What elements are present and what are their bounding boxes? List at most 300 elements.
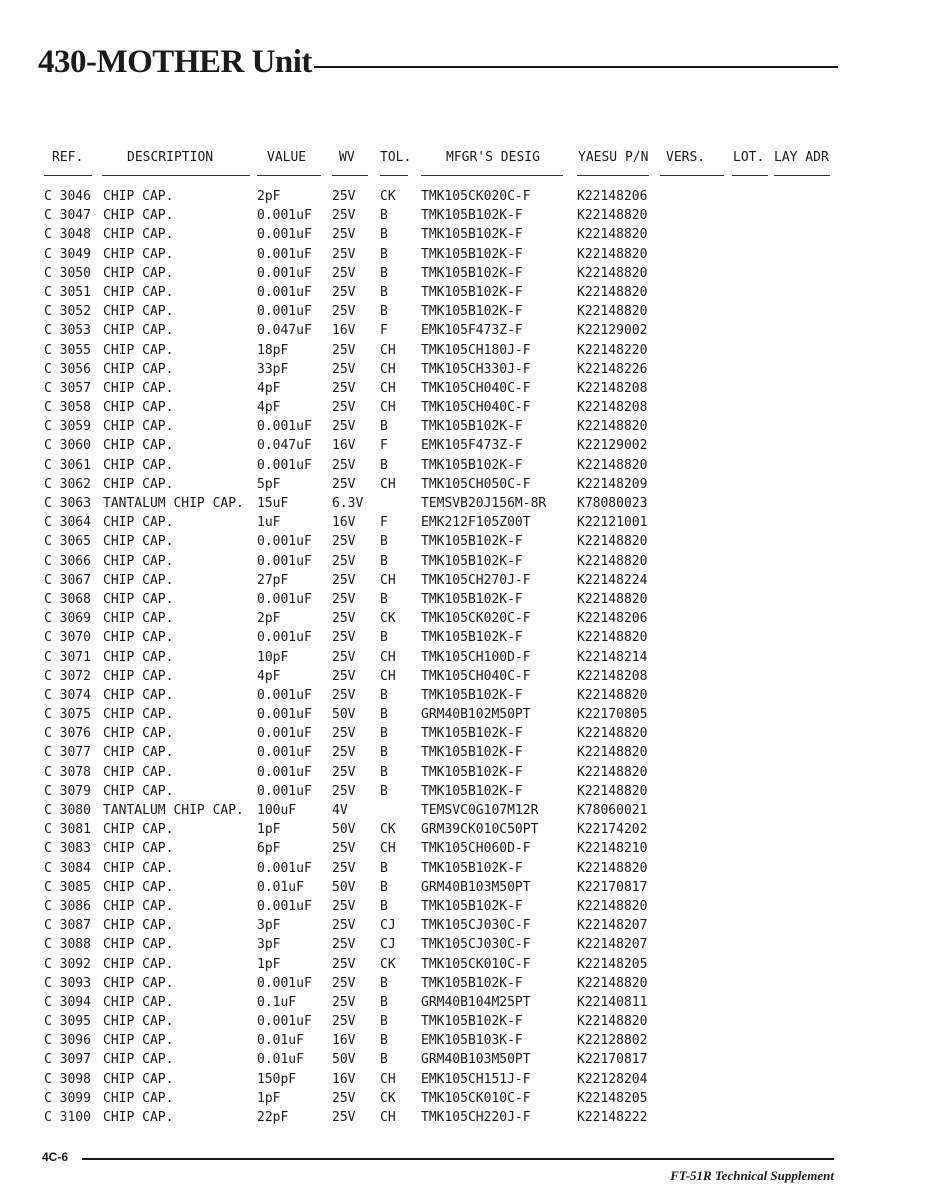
cell-value: 0.001uF (257, 284, 312, 300)
cell-ref: C 3088 (44, 937, 91, 953)
cell-description: CHIP CAP. (103, 553, 174, 569)
cell-ref: C 3058 (44, 400, 91, 416)
cell-mfgr-desig: TMK105CJ030C-F (421, 918, 531, 934)
cell-value: 15uF (257, 496, 289, 511)
cell-yaesu-pn: K22148820 (577, 246, 648, 262)
cell-mfgr-desig: TMK105B102K-F (421, 860, 523, 876)
table-row (0, 705, 926, 724)
cell-yaesu-pn: K22129002 (577, 438, 648, 454)
cell-ref: C 3078 (44, 764, 91, 780)
cell-description: CHIP CAP. (103, 1033, 174, 1049)
cell-value: 0.01uF (257, 879, 304, 895)
cell-ref: C 3093 (44, 975, 91, 991)
cell-wv: 25V (332, 860, 356, 876)
cell-wv: 25V (332, 898, 356, 914)
cell-yaesu-pn: K22148820 (577, 208, 648, 224)
cell-ref: C 3084 (44, 860, 91, 876)
footer-page-number: 4C-6 (42, 1150, 69, 1164)
table-row (0, 859, 926, 878)
table-row (0, 782, 926, 801)
table-row (0, 532, 926, 551)
table-row (0, 187, 926, 206)
parts-table (0, 187, 926, 1127)
cell-value: 10pF (257, 649, 289, 665)
cell-value: 1pF (257, 1090, 281, 1106)
cell-tol: CK (380, 189, 396, 204)
cell-mfgr-desig: TMK105B102K-F (421, 687, 523, 703)
cell-description: CHIP CAP. (103, 304, 174, 320)
header-wv: WV (339, 150, 355, 165)
cell-tol: CH (380, 400, 396, 416)
cell-value: 27pF (257, 572, 289, 588)
footer-document-title: FT-51R Technical Supplement (670, 1168, 834, 1183)
cell-value: 4pF (257, 400, 281, 416)
cell-ref: C 3057 (44, 380, 91, 396)
cell-description: CHIP CAP. (103, 361, 174, 377)
cell-yaesu-pn: K22148820 (577, 419, 648, 435)
cell-mfgr-desig: TMK105CH040C-F (421, 380, 531, 396)
cell-description: CHIP CAP. (103, 1071, 174, 1087)
table-row (0, 1031, 926, 1050)
cell-ref: C 3052 (44, 304, 91, 320)
cell-ref: C 3074 (44, 687, 91, 703)
cell-yaesu-pn: K22148205 (577, 956, 648, 972)
cell-value: 4pF (257, 380, 281, 396)
cell-ref: C 3097 (44, 1052, 91, 1068)
cell-wv: 25V (332, 687, 356, 703)
cell-value: 1uF (257, 515, 281, 531)
cell-mfgr-desig: TMK105B102K-F (421, 534, 523, 550)
cell-wv: 16V (332, 515, 356, 531)
cell-yaesu-pn: K22148820 (577, 898, 648, 914)
cell-mfgr-desig: TMK105CJ030C-F (421, 937, 531, 953)
cell-description: CHIP CAP. (103, 956, 174, 972)
cell-mfgr-desig: TMK105B102K-F (421, 726, 523, 742)
cell-description: CHIP CAP. (103, 745, 174, 761)
header-vers: VERS. (666, 150, 706, 165)
cell-yaesu-pn: K22148820 (577, 975, 648, 991)
cell-tol: CH (380, 342, 396, 358)
cell-mfgr-desig: TMK105CH180J-F (421, 342, 531, 358)
cell-mfgr-desig: TMK105CK010C-F (421, 956, 531, 972)
cell-value: 0.001uF (257, 860, 312, 876)
cell-description: CHIP CAP. (103, 265, 174, 281)
cell-description: CHIP CAP. (103, 783, 174, 799)
cell-ref: C 3096 (44, 1033, 91, 1049)
cell-yaesu-pn: K22148820 (577, 457, 648, 473)
cell-value: 0.001uF (257, 707, 312, 723)
table-row (0, 743, 926, 762)
cell-tol: CH (380, 380, 396, 396)
cell-value: 0.001uF (257, 745, 312, 761)
cell-mfgr-desig: TMK105B102K-F (421, 246, 523, 262)
header-ref: REF. (52, 150, 84, 165)
table-row (0, 590, 926, 609)
table-row (0, 456, 926, 475)
cell-yaesu-pn: K22148820 (577, 227, 648, 243)
cell-wv: 25V (332, 611, 356, 627)
cell-value: 0.001uF (257, 534, 312, 550)
cell-description: CHIP CAP. (103, 611, 174, 627)
table-row (0, 648, 926, 667)
cell-mfgr-desig: TMK105B102K-F (421, 208, 523, 224)
cell-wv: 25V (332, 726, 356, 742)
cell-description: CHIP CAP. (103, 1014, 174, 1030)
cell-description: CHIP CAP. (103, 879, 174, 895)
cell-mfgr-desig: GRM40B102M50PT (421, 707, 531, 723)
cell-ref: C 3063 (44, 496, 91, 511)
cell-mfgr-desig: TEMSVC0G107M12R (421, 803, 539, 818)
cell-yaesu-pn: K22148820 (577, 553, 648, 569)
header-yaesu: YAESU P/N (578, 150, 649, 165)
header-mfgr: MFGR'S DESIG (446, 150, 540, 165)
cell-yaesu-pn: K22148209 (577, 476, 648, 492)
cell-value: 1pF (257, 956, 281, 972)
cell-description: CHIP CAP. (103, 419, 174, 435)
cell-tol: B (380, 860, 388, 876)
cell-wv: 25V (332, 783, 356, 799)
table-row (0, 974, 926, 993)
cell-ref: C 3047 (44, 208, 91, 224)
cell-ref: C 3098 (44, 1071, 91, 1087)
cell-yaesu-pn: K22148224 (577, 572, 648, 588)
cell-tol: B (380, 687, 388, 703)
cell-description: CHIP CAP. (103, 687, 174, 703)
cell-ref: C 3087 (44, 918, 91, 934)
cell-ref: C 3070 (44, 630, 91, 646)
cell-description: CHIP CAP. (103, 457, 174, 473)
cell-yaesu-pn: K22148820 (577, 591, 648, 607)
cell-tol: B (380, 553, 388, 569)
table-row (0, 321, 926, 340)
cell-mfgr-desig: TMK105CH040C-F (421, 668, 531, 684)
cell-tol: F (380, 438, 388, 454)
cell-tol: B (380, 726, 388, 742)
cell-value: 100uF (257, 803, 297, 818)
cell-description: CHIP CAP. (103, 284, 174, 300)
cell-wv: 25V (332, 956, 356, 972)
header-description: DESCRIPTION (127, 150, 214, 165)
cell-wv: 25V (332, 227, 356, 243)
cell-wv: 25V (332, 764, 356, 780)
cell-yaesu-pn: K22148820 (577, 284, 648, 300)
cell-value: 2pF (257, 189, 281, 204)
cell-description: CHIP CAP. (103, 898, 174, 914)
cell-ref: C 3100 (44, 1110, 91, 1125)
cell-tol: CJ (380, 918, 396, 934)
table-row (0, 763, 926, 782)
table-row (0, 897, 926, 916)
cell-mfgr-desig: TMK105B102K-F (421, 457, 523, 473)
cell-description: CHIP CAP. (103, 975, 174, 991)
cell-wv: 25V (332, 918, 356, 934)
cell-yaesu-pn: K22129002 (577, 323, 648, 339)
table-row (0, 475, 926, 494)
cell-wv: 25V (332, 841, 356, 857)
table-row (0, 801, 926, 820)
cell-mfgr-desig: GRM40B103M50PT (421, 1052, 531, 1068)
cell-description: CHIP CAP. (103, 707, 174, 723)
table-row (0, 1108, 926, 1127)
table-row (0, 302, 926, 321)
table-row (0, 935, 926, 954)
cell-ref: C 3075 (44, 707, 91, 723)
cell-value: 0.047uF (257, 438, 312, 454)
cell-tol: CH (380, 668, 396, 684)
cell-wv: 25V (332, 745, 356, 761)
cell-yaesu-pn: K22148226 (577, 361, 648, 377)
cell-yaesu-pn: K22148820 (577, 726, 648, 742)
cell-wv: 16V (332, 438, 356, 454)
cell-yaesu-pn: K22148208 (577, 400, 648, 416)
cell-tol: CH (380, 841, 396, 857)
cell-ref: C 3051 (44, 284, 91, 300)
cell-value: 0.001uF (257, 419, 312, 435)
table-row (0, 341, 926, 360)
cell-tol: B (380, 265, 388, 281)
cell-mfgr-desig: TMK105B102K-F (421, 898, 523, 914)
cell-ref: C 3092 (44, 956, 91, 972)
cell-mfgr-desig: TMK105B102K-F (421, 284, 523, 300)
cell-ref: C 3050 (44, 265, 91, 281)
cell-yaesu-pn: K22148210 (577, 841, 648, 857)
cell-mfgr-desig: TMK105B102K-F (421, 764, 523, 780)
cell-tol: CH (380, 1071, 396, 1087)
table-row (0, 417, 926, 436)
table-row (0, 398, 926, 417)
cell-tol: CH (380, 572, 396, 588)
title-rule (314, 66, 838, 68)
table-row (0, 724, 926, 743)
cell-yaesu-pn: K22148207 (577, 918, 648, 934)
cell-ref: C 3060 (44, 438, 91, 454)
cell-wv: 25V (332, 284, 356, 300)
cell-tol: CJ (380, 937, 396, 953)
cell-ref: C 3065 (44, 534, 91, 550)
cell-wv: 50V (332, 707, 356, 723)
cell-description: CHIP CAP. (103, 1052, 174, 1068)
cell-tol: B (380, 630, 388, 646)
table-row (0, 820, 926, 839)
cell-wv: 16V (332, 1033, 356, 1049)
cell-tol: B (380, 1014, 388, 1030)
table-row (0, 1070, 926, 1089)
cell-wv: 25V (332, 630, 356, 646)
table-row (0, 552, 926, 571)
cell-description: CHIP CAP. (103, 438, 174, 454)
cell-value: 0.001uF (257, 975, 312, 991)
table-row (0, 993, 926, 1012)
cell-tol: B (380, 975, 388, 991)
cell-mfgr-desig: TMK105CH050C-F (421, 476, 531, 492)
cell-description: CHIP CAP. (103, 227, 174, 243)
cell-value: 0.001uF (257, 764, 312, 780)
cell-value: 0.001uF (257, 898, 312, 914)
title-row (38, 44, 838, 94)
cell-value: 0.001uF (257, 208, 312, 224)
cell-tol: CK (380, 956, 396, 972)
table-row (0, 264, 926, 283)
cell-ref: C 3048 (44, 227, 91, 243)
cell-wv: 25V (332, 246, 356, 262)
cell-yaesu-pn: K22170817 (577, 1052, 648, 1068)
table-row (0, 494, 926, 513)
cell-description: CHIP CAP. (103, 726, 174, 742)
cell-ref: C 3049 (44, 246, 91, 262)
cell-ref: C 3069 (44, 611, 91, 627)
cell-yaesu-pn: K22128802 (577, 1033, 648, 1049)
cell-description: CHIP CAP. (103, 649, 174, 665)
cell-wv: 25V (332, 1014, 356, 1030)
cell-mfgr-desig: GRM40B103M50PT (421, 879, 531, 895)
cell-ref: C 3085 (44, 879, 91, 895)
cell-wv: 50V (332, 1052, 356, 1068)
cell-tol: B (380, 246, 388, 262)
cell-tol: F (380, 323, 388, 339)
cell-ref: C 3062 (44, 476, 91, 492)
header-lay-adr: LAY ADR (774, 150, 829, 165)
cell-description: CHIP CAP. (103, 918, 174, 934)
cell-wv: 16V (332, 323, 356, 339)
cell-yaesu-pn: K22148820 (577, 1014, 648, 1030)
cell-yaesu-pn: K22148208 (577, 668, 648, 684)
cell-tol: B (380, 284, 388, 300)
cell-mfgr-desig: TMK105CH220J-F (421, 1110, 531, 1125)
cell-value: 0.1uF (257, 994, 297, 1010)
cell-mfgr-desig: TMK105CK020C-F (421, 611, 531, 627)
cell-ref: C 3046 (44, 189, 91, 204)
table-row (0, 379, 926, 398)
cell-yaesu-pn: K22148820 (577, 304, 648, 320)
cell-wv: 25V (332, 380, 356, 396)
cell-mfgr-desig: TMK105CH060D-F (421, 841, 531, 857)
cell-mfgr-desig: TMK105B102K-F (421, 1014, 523, 1030)
cell-tol: F (380, 515, 388, 531)
cell-description: CHIP CAP. (103, 476, 174, 492)
cell-wv: 16V (332, 1071, 356, 1087)
cell-description: CHIP CAP. (103, 591, 174, 607)
cell-value: 0.001uF (257, 591, 312, 607)
table-row (0, 628, 926, 647)
cell-tol: B (380, 534, 388, 550)
cell-tol: CK (380, 1090, 396, 1106)
cell-wv: 25V (332, 553, 356, 569)
cell-tol: B (380, 707, 388, 723)
cell-wv: 25V (332, 476, 356, 492)
cell-description: CHIP CAP. (103, 572, 174, 588)
cell-description: CHIP CAP. (103, 841, 174, 857)
cell-tol: B (380, 227, 388, 243)
table-row (0, 686, 926, 705)
header-lot: LOT. (733, 150, 765, 165)
cell-yaesu-pn: K22148820 (577, 630, 648, 646)
cell-value: 0.01uF (257, 1052, 304, 1068)
cell-value: 0.001uF (257, 630, 312, 646)
cell-yaesu-pn: K22148206 (577, 611, 648, 627)
cell-value: 4pF (257, 668, 281, 684)
cell-ref: C 3071 (44, 649, 91, 665)
table-row (0, 436, 926, 455)
cell-wv: 25V (332, 1090, 356, 1106)
cell-yaesu-pn: K22148820 (577, 265, 648, 281)
cell-wv: 4V (332, 803, 348, 818)
cell-tol: B (380, 208, 388, 224)
cell-wv: 50V (332, 822, 356, 838)
cell-description: CHIP CAP. (103, 323, 174, 339)
cell-yaesu-pn: K22148820 (577, 534, 648, 550)
cell-mfgr-desig: TMK105B102K-F (421, 783, 523, 799)
cell-description: CHIP CAP. (103, 515, 174, 531)
cell-yaesu-pn: K22148820 (577, 783, 648, 799)
cell-value: 0.001uF (257, 265, 312, 281)
cell-value: 0.001uF (257, 687, 312, 703)
cell-mfgr-desig: TMK105B102K-F (421, 419, 523, 435)
cell-wv: 25V (332, 534, 356, 550)
cell-description: CHIP CAP. (103, 764, 174, 780)
cell-ref: C 3095 (44, 1014, 91, 1030)
cell-value: 22pF (257, 1110, 289, 1125)
cell-mfgr-desig: TMK105B102K-F (421, 591, 523, 607)
cell-description: CHIP CAP. (103, 994, 174, 1010)
cell-yaesu-pn: K22148820 (577, 764, 648, 780)
cell-ref: C 3083 (44, 841, 91, 857)
table-row (0, 1050, 926, 1069)
cell-ref: C 3099 (44, 1090, 91, 1106)
cell-yaesu-pn: K22148820 (577, 860, 648, 876)
cell-value: 0.001uF (257, 304, 312, 320)
cell-yaesu-pn: K22140811 (577, 994, 648, 1010)
cell-value: 0.001uF (257, 726, 312, 742)
cell-mfgr-desig: TMK105B102K-F (421, 227, 523, 243)
table-row (0, 360, 926, 379)
cell-ref: C 3055 (44, 342, 91, 358)
cell-yaesu-pn: K22148207 (577, 937, 648, 953)
cell-tol: B (380, 898, 388, 914)
header-value: VALUE (267, 150, 307, 165)
cell-description: CHIP CAP. (103, 1090, 174, 1106)
table-row (0, 609, 926, 628)
cell-yaesu-pn: K22148214 (577, 649, 648, 665)
cell-yaesu-pn: K22148208 (577, 380, 648, 396)
cell-yaesu-pn: K22148206 (577, 189, 648, 204)
cell-tol: B (380, 764, 388, 780)
cell-yaesu-pn: K22148222 (577, 1110, 648, 1125)
cell-mfgr-desig: TMK105CH270J-F (421, 572, 531, 588)
cell-description: CHIP CAP. (103, 860, 174, 876)
cell-tol: CH (380, 476, 396, 492)
cell-wv: 25V (332, 937, 356, 953)
cell-mfgr-desig: TMK105CK020C-F (421, 189, 531, 204)
cell-value: 0.001uF (257, 457, 312, 473)
cell-ref: C 3094 (44, 994, 91, 1010)
cell-description: CHIP CAP. (103, 668, 174, 684)
cell-ref: C 3064 (44, 515, 91, 531)
cell-mfgr-desig: EMK212F105Z00T (421, 515, 531, 531)
cell-value: 0.047uF (257, 323, 312, 339)
cell-mfgr-desig: TMK105CH330J-F (421, 361, 531, 377)
cell-value: 5pF (257, 476, 281, 492)
cell-mfgr-desig: TMK105CK010C-F (421, 1090, 531, 1106)
cell-value: 0.001uF (257, 783, 312, 799)
cell-ref: C 3059 (44, 419, 91, 435)
cell-description: CHIP CAP. (103, 189, 174, 204)
cell-wv: 25V (332, 208, 356, 224)
cell-ref: C 3076 (44, 726, 91, 742)
cell-yaesu-pn: K22174202 (577, 822, 648, 838)
cell-wv: 25V (332, 572, 356, 588)
cell-value: 0.01uF (257, 1033, 304, 1049)
cell-ref: C 3066 (44, 553, 91, 569)
